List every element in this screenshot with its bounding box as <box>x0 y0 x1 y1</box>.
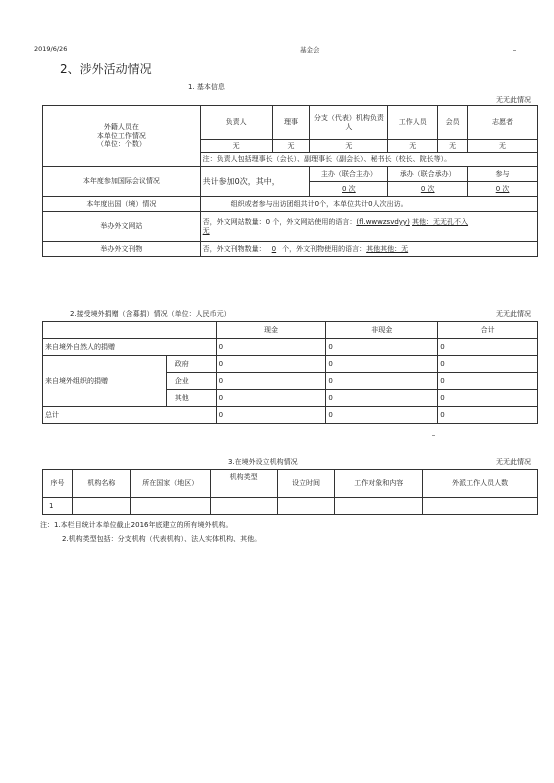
val-leader: 无 <box>200 140 272 153</box>
basic-info-title: 1. 基本信息 <box>188 83 225 91</box>
col-org-name: 机构名称 <box>72 470 130 498</box>
col-branch-leader: 分支（代表）机构负责人 <box>310 106 388 140</box>
sub-enterprise: 企业 <box>166 373 216 390</box>
publication-label: 举办外文刊物 <box>43 242 201 257</box>
orgs-no-info: 无无此情况 <box>496 458 531 466</box>
col-cash: 现金 <box>216 322 326 339</box>
cell-value: 0 <box>438 339 538 356</box>
row-no: 1 <box>43 498 73 515</box>
basic-no-info: 无无此情况 <box>496 96 531 104</box>
cell-value: 0 <box>216 339 326 356</box>
col-staff: 工作人员 <box>388 106 438 140</box>
co-value: 0 次 <box>388 182 468 197</box>
col-org-type: 机构类型 <box>210 470 277 498</box>
sub-other: 其他 <box>166 390 216 407</box>
val-member: 无 <box>438 140 468 153</box>
cell-value: 0 <box>216 373 326 390</box>
donation-no-info: 无无此情况 <box>496 310 531 318</box>
donation-table <box>42 321 538 424</box>
col-staff-count: 外派工作人员人数 <box>423 470 538 498</box>
host-value: 0 次 <box>310 182 388 197</box>
abroad-value: 组织或者参与出访团组共计0个，本单位共计0人次出访。 <box>200 197 537 212</box>
val-branch-leader: 无 <box>310 140 388 153</box>
col-total: 合计 <box>438 322 538 339</box>
val-director: 无 <box>272 140 310 153</box>
col-work: 工作对象和内容 <box>335 470 423 498</box>
header-org: 基金会 <box>300 46 320 54</box>
meeting-total: 共计参加0次，其中， <box>200 167 310 197</box>
col-noncash: 非现金 <box>326 322 438 339</box>
val-staff: 无 <box>388 140 438 153</box>
cell-value: 0 <box>438 373 538 390</box>
cell-value: 0 <box>326 390 438 407</box>
meeting-label: 本年度参加国际会议情况 <box>43 167 201 197</box>
cell-value: 0 <box>216 390 326 407</box>
col-country: 所在国家（地区） <box>130 470 210 498</box>
leader-note: 注：负责人包括理事长（会长）、副理事长（副会长）、秘书长（校长、院长等）。 <box>200 153 537 167</box>
cell-value: 0 <box>326 356 438 373</box>
section-title: 2、涉外活动情况 <box>60 62 152 76</box>
cell-value: 0 <box>438 356 538 373</box>
basic-info-table <box>42 105 538 257</box>
col-director: 理事 <box>272 106 310 140</box>
orgs-table <box>42 469 538 515</box>
scan-speck <box>513 50 516 51</box>
website-label: 举办外文网站 <box>43 212 201 242</box>
cell-value: 0 <box>326 407 438 424</box>
orgs-note-1: 注：1.本栏目统计本单位截止2016年底建立的所有境外机构。 <box>40 521 233 529</box>
orgs-note-2: 2.机构类型包括：分支机构（代表机构）、法人实体机构、其他。 <box>62 535 262 543</box>
val-volunteer: 无 <box>468 140 538 153</box>
cell-value: 0 <box>326 339 438 356</box>
cell-value: 0 <box>438 390 538 407</box>
orgs-title: 3.在境外设立机构情况 <box>228 458 298 466</box>
col-member: 会员 <box>438 106 468 140</box>
col-volunteer: 志愿者 <box>468 106 538 140</box>
cell-value: 0 <box>216 407 326 424</box>
sub-gov: 政府 <box>166 356 216 373</box>
cell-value: 0 <box>326 373 438 390</box>
col-setup-date: 设立时间 <box>277 470 335 498</box>
foreign-staff-label: 外籍人员在 本单位工作情况 （单位：个数） <box>43 106 201 167</box>
cell-value: 0 <box>438 407 538 424</box>
publication-value: 否，外文刊物数量： 0 个，外文刊物使用的语言：其他其他：无 <box>200 242 537 257</box>
col-no: 序号 <box>43 470 73 498</box>
row-individual: 来自境外自然人的捐赠 <box>43 339 217 356</box>
row-org: 来自境外组织的捐赠 <box>43 356 167 407</box>
print-date: 2019/6/26 <box>34 45 68 53</box>
co-label: 承办（联合承办） <box>388 167 468 182</box>
cell-value: 0 <box>216 356 326 373</box>
scan-speck <box>432 435 435 436</box>
donation-title: 2.接受境外捐赠（含募捐）情况（单位：人民币元） <box>70 310 231 318</box>
website-value: 否，外文网站数量：0 个，外文网站使用的语言：(fl.wwwzsvdyy) 其他：无无孔不入 无 <box>200 212 537 242</box>
row-total: 总计 <box>43 407 217 424</box>
join-value: 0 次 <box>468 182 538 197</box>
abroad-label: 本年度出国（境）情况 <box>43 197 201 212</box>
host-label: 主办（联合主办） <box>310 167 388 182</box>
col-leader: 负责人 <box>200 106 272 140</box>
join-label: 参与 <box>468 167 538 182</box>
